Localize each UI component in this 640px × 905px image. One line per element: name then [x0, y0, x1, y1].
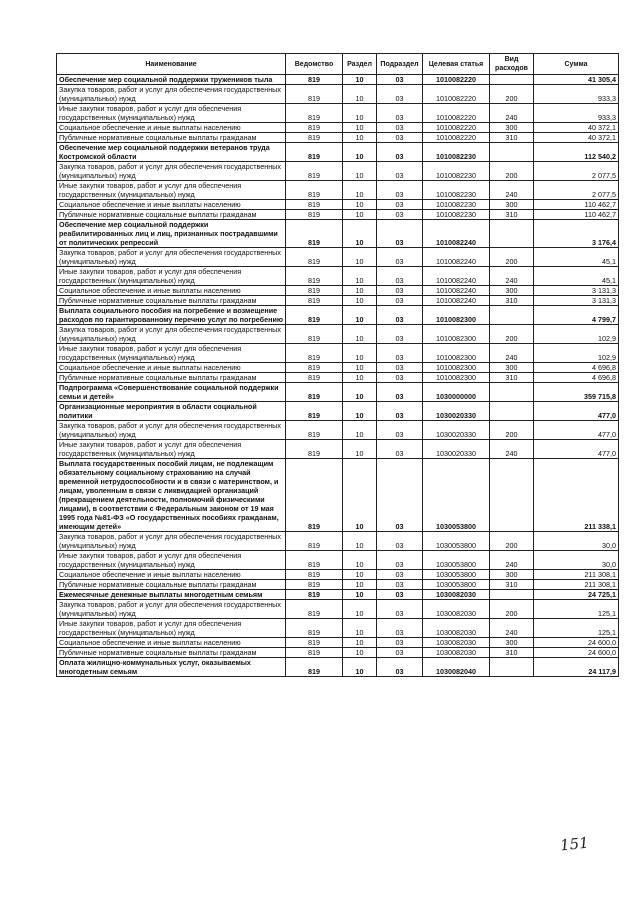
table-row [57, 286, 619, 296]
row-section: 10 [343, 373, 377, 383]
row-amount: 3 176,4 [534, 220, 619, 248]
row-section: 10 [343, 580, 377, 590]
row-target-article: 1030053800 [423, 532, 490, 551]
row-target-article: 1030082030 [423, 619, 490, 638]
page-number: 151 [559, 833, 590, 855]
row-expense-type: 240 [490, 104, 534, 123]
row-section: 10 [343, 104, 377, 123]
row-subsection: 03 [377, 306, 423, 325]
row-amount: 477,0 [534, 440, 619, 459]
row-department: 819 [286, 296, 343, 306]
row-department: 819 [286, 85, 343, 104]
row-target-article: 1010082230 [423, 181, 490, 200]
row-subsection: 03 [377, 551, 423, 570]
row-name: Закупка товаров, работ и услуг для обеспечения государственных (муниципальных) нужд [57, 600, 286, 619]
table-row [57, 600, 619, 619]
row-amount: 45,1 [534, 267, 619, 286]
table-row [57, 143, 619, 162]
row-expense-type: 200 [490, 248, 534, 267]
row-name: Закупка товаров, работ и услуг для обеспечения государственных (муниципальных) нужд [57, 248, 286, 267]
row-section: 10 [343, 532, 377, 551]
row-section: 10 [343, 363, 377, 373]
row-expense-type: 240 [490, 551, 534, 570]
row-expense-type: 310 [490, 580, 534, 590]
row-target-article: 1030082040 [423, 658, 490, 677]
table-row [57, 210, 619, 220]
row-name: Закупка товаров, работ и услуг для обеспечения государственных (муниципальных) нужд [57, 421, 286, 440]
row-expense-type: 300 [490, 200, 534, 210]
row-expense-type: 310 [490, 648, 534, 658]
row-department: 819 [286, 658, 343, 677]
table-row [57, 532, 619, 551]
row-name: Иные закупки товаров, работ и услуг для обеспечения государственных (муниципальных) нужд [57, 551, 286, 570]
row-amount: 477,0 [534, 402, 619, 421]
row-amount: 112 540,2 [534, 143, 619, 162]
row-subsection: 03 [377, 570, 423, 580]
row-department: 819 [286, 267, 343, 286]
row-department: 819 [286, 133, 343, 143]
row-name: Социальное обеспечение и иные выплаты населению [57, 638, 286, 648]
row-subsection: 03 [377, 638, 423, 648]
table-row [57, 267, 619, 286]
row-target-article: 1030082030 [423, 648, 490, 658]
row-section: 10 [343, 75, 377, 85]
row-name: Иные закупки товаров, работ и услуг для обеспечения государственных (муниципальных) нужд [57, 619, 286, 638]
row-expense-type: 200 [490, 421, 534, 440]
row-section: 10 [343, 648, 377, 658]
row-section: 10 [343, 658, 377, 677]
row-target-article: 1010082230 [423, 143, 490, 162]
col-header-department: Ведомство [286, 54, 343, 75]
row-name: Публичные нормативные социальные выплаты гражданам [57, 373, 286, 383]
table-row [57, 75, 619, 85]
row-department: 819 [286, 619, 343, 638]
budget-document [56, 53, 618, 677]
table-row [57, 638, 619, 648]
row-section: 10 [343, 344, 377, 363]
row-name: Ежемесячные денежные выплаты многодетным семьям [57, 590, 286, 600]
table-row [57, 459, 619, 532]
row-subsection: 03 [377, 75, 423, 85]
row-target-article: 1010082240 [423, 296, 490, 306]
row-target-article: 1030020330 [423, 421, 490, 440]
row-target-article: 1030053800 [423, 459, 490, 532]
table-row [57, 200, 619, 210]
row-subsection: 03 [377, 440, 423, 459]
row-name: Закупка товаров, работ и услуг для обеспечения государственных (муниципальных) нужд [57, 162, 286, 181]
row-section: 10 [343, 296, 377, 306]
row-amount: 102,9 [534, 325, 619, 344]
row-amount: 40 372,1 [534, 123, 619, 133]
row-section: 10 [343, 286, 377, 296]
row-expense-type: 300 [490, 286, 534, 296]
row-expense-type: 300 [490, 638, 534, 648]
row-subsection: 03 [377, 648, 423, 658]
row-expense-type [490, 220, 534, 248]
row-amount: 4 696,8 [534, 373, 619, 383]
table-row [57, 383, 619, 402]
row-amount: 30,0 [534, 551, 619, 570]
row-expense-type [490, 383, 534, 402]
row-target-article: 1010082300 [423, 373, 490, 383]
row-amount: 211 308,1 [534, 580, 619, 590]
row-target-article: 1010082300 [423, 325, 490, 344]
row-target-article: 1030053800 [423, 580, 490, 590]
row-department: 819 [286, 440, 343, 459]
row-amount: 24 117,9 [534, 658, 619, 677]
row-target-article: 1010082230 [423, 162, 490, 181]
budget-table [56, 53, 619, 677]
row-amount: 477,0 [534, 421, 619, 440]
row-subsection: 03 [377, 619, 423, 638]
row-section: 10 [343, 570, 377, 580]
row-target-article: 1010082300 [423, 306, 490, 325]
row-section: 10 [343, 421, 377, 440]
row-section: 10 [343, 325, 377, 344]
row-name: Обеспечение мер социальной поддержки реабилитированных лиц и лиц, признанных пострадавшими от политических репрессий [57, 220, 286, 248]
row-department: 819 [286, 421, 343, 440]
row-subsection: 03 [377, 658, 423, 677]
row-name: Иные закупки товаров, работ и услуг для обеспечения государственных (муниципальных) нужд [57, 104, 286, 123]
col-header-expense-type: Вид расходов [490, 54, 534, 75]
row-expense-type: 240 [490, 267, 534, 286]
row-department: 819 [286, 363, 343, 373]
table-body [57, 75, 619, 677]
row-amount: 4 696,8 [534, 363, 619, 373]
row-subsection: 03 [377, 181, 423, 200]
row-amount: 3 131,3 [534, 296, 619, 306]
row-subsection: 03 [377, 85, 423, 104]
row-department: 819 [286, 181, 343, 200]
row-expense-type [490, 306, 534, 325]
row-target-article: 1010082300 [423, 363, 490, 373]
row-expense-type [490, 75, 534, 85]
row-department: 819 [286, 590, 343, 600]
table-row [57, 85, 619, 104]
row-department: 819 [286, 75, 343, 85]
row-department: 819 [286, 200, 343, 210]
row-amount: 3 131,3 [534, 286, 619, 296]
row-section: 10 [343, 210, 377, 220]
row-department: 819 [286, 248, 343, 267]
row-expense-type [490, 590, 534, 600]
row-target-article: 1030082030 [423, 638, 490, 648]
row-section: 10 [343, 85, 377, 104]
row-name: Иные закупки товаров, работ и услуг для обеспечения государственных (муниципальных) нужд [57, 181, 286, 200]
row-subsection: 03 [377, 220, 423, 248]
row-subsection: 03 [377, 143, 423, 162]
row-name: Публичные нормативные социальные выплаты гражданам [57, 133, 286, 143]
table-row [57, 373, 619, 383]
row-name: Оплата жилищно-коммунальных услуг, оказываемых многодетным семьям [57, 658, 286, 677]
row-department: 819 [286, 648, 343, 658]
row-section: 10 [343, 619, 377, 638]
row-target-article: 1010082220 [423, 104, 490, 123]
row-department: 819 [286, 580, 343, 590]
row-expense-type: 310 [490, 373, 534, 383]
row-amount: 41 305,4 [534, 75, 619, 85]
row-target-article: 1030053800 [423, 551, 490, 570]
row-subsection: 03 [377, 162, 423, 181]
row-name: Выплата государственных пособий лицам, не подлежащим обязательному социальному страхованию на случай временной нетрудоспособности и в связи с материнством, и лицам, уволенным в связи с ликвидацией организаций (прекращением деятельности, полномочий физическими лицами), в соответствии с Федеральным законом от 19 мая 1995 года №81-ФЗ «О государственных пособиях гражданам, имеющим детей» [57, 459, 286, 532]
row-expense-type [490, 459, 534, 532]
row-name: Обеспечение мер социальной поддержки тружеников тыла [57, 75, 286, 85]
row-subsection: 03 [377, 133, 423, 143]
row-subsection: 03 [377, 600, 423, 619]
row-subsection: 03 [377, 580, 423, 590]
row-expense-type: 300 [490, 363, 534, 373]
table-row [57, 123, 619, 133]
row-expense-type: 200 [490, 532, 534, 551]
row-department: 819 [286, 600, 343, 619]
row-name: Социальное обеспечение и иные выплаты населению [57, 123, 286, 133]
row-expense-type: 200 [490, 325, 534, 344]
row-amount: 125,1 [534, 600, 619, 619]
header-row [57, 54, 619, 75]
row-name: Организационные мероприятия в области социальной политики [57, 402, 286, 421]
table-row [57, 296, 619, 306]
row-section: 10 [343, 551, 377, 570]
row-target-article: 1010082240 [423, 220, 490, 248]
row-expense-type: 200 [490, 600, 534, 619]
row-expense-type: 240 [490, 619, 534, 638]
row-section: 10 [343, 600, 377, 619]
col-header-name: Наименование [57, 54, 286, 75]
row-name: Публичные нормативные социальные выплаты гражданам [57, 648, 286, 658]
row-subsection: 03 [377, 248, 423, 267]
row-subsection: 03 [377, 296, 423, 306]
row-name: Закупка товаров, работ и услуг для обеспечения государственных (муниципальных) нужд [57, 85, 286, 104]
row-expense-type [490, 143, 534, 162]
row-name: Закупка товаров, работ и услуг для обеспечения государственных (муниципальных) нужд [57, 532, 286, 551]
row-target-article: 1010082240 [423, 286, 490, 296]
row-department: 819 [286, 325, 343, 344]
table-row [57, 590, 619, 600]
row-department: 819 [286, 210, 343, 220]
row-section: 10 [343, 133, 377, 143]
row-name: Публичные нормативные социальные выплаты гражданам [57, 210, 286, 220]
row-target-article: 1010082220 [423, 85, 490, 104]
table-row [57, 220, 619, 248]
row-amount: 2 077,5 [534, 181, 619, 200]
table-row [57, 104, 619, 123]
row-expense-type: 310 [490, 296, 534, 306]
row-subsection: 03 [377, 590, 423, 600]
row-name: Подпрограмма «Совершенствование социальной поддержки семьи и детей» [57, 383, 286, 402]
row-section: 10 [343, 267, 377, 286]
row-amount: 30,0 [534, 532, 619, 551]
row-department: 819 [286, 570, 343, 580]
row-department: 819 [286, 459, 343, 532]
row-target-article: 1030082030 [423, 590, 490, 600]
row-expense-type: 200 [490, 162, 534, 181]
row-expense-type [490, 658, 534, 677]
table-row [57, 325, 619, 344]
row-section: 10 [343, 248, 377, 267]
row-department: 819 [286, 220, 343, 248]
row-amount: 102,9 [534, 344, 619, 363]
row-department: 819 [286, 373, 343, 383]
row-amount: 45,1 [534, 248, 619, 267]
table-row [57, 619, 619, 638]
row-target-article: 1030053800 [423, 570, 490, 580]
table-row [57, 648, 619, 658]
table-row [57, 421, 619, 440]
table-row [57, 133, 619, 143]
row-department: 819 [286, 306, 343, 325]
row-target-article: 1010082230 [423, 210, 490, 220]
col-header-target-article: Целевая статья [423, 54, 490, 75]
row-expense-type: 310 [490, 133, 534, 143]
row-name: Закупка товаров, работ и услуг для обеспечения государственных (муниципальных) нужд [57, 325, 286, 344]
row-expense-type: 240 [490, 440, 534, 459]
row-section: 10 [343, 402, 377, 421]
table-row [57, 344, 619, 363]
row-department: 819 [286, 532, 343, 551]
row-subsection: 03 [377, 402, 423, 421]
row-section: 10 [343, 306, 377, 325]
row-subsection: 03 [377, 373, 423, 383]
row-amount: 110 462,7 [534, 210, 619, 220]
table-row [57, 248, 619, 267]
row-target-article: 1010082230 [423, 200, 490, 210]
row-target-article: 1010082240 [423, 267, 490, 286]
table-row [57, 402, 619, 421]
row-subsection: 03 [377, 286, 423, 296]
row-subsection: 03 [377, 459, 423, 532]
col-header-section: Раздел [343, 54, 377, 75]
row-name: Иные закупки товаров, работ и услуг для обеспечения государственных (муниципальных) нужд [57, 344, 286, 363]
row-expense-type: 300 [490, 570, 534, 580]
row-subsection: 03 [377, 325, 423, 344]
table-row [57, 181, 619, 200]
row-name: Иные закупки товаров, работ и услуг для обеспечения государственных (муниципальных) нужд [57, 267, 286, 286]
row-target-article: 1010082220 [423, 133, 490, 143]
row-section: 10 [343, 123, 377, 133]
row-target-article: 1030020330 [423, 440, 490, 459]
row-amount: 2 077,5 [534, 162, 619, 181]
row-subsection: 03 [377, 210, 423, 220]
row-section: 10 [343, 440, 377, 459]
table-row [57, 363, 619, 373]
row-section: 10 [343, 459, 377, 532]
row-name: Социальное обеспечение и иные выплаты населению [57, 200, 286, 210]
row-department: 819 [286, 162, 343, 181]
row-amount: 359 715,8 [534, 383, 619, 402]
row-department: 819 [286, 402, 343, 421]
row-amount: 40 372,1 [534, 133, 619, 143]
row-name: Публичные нормативные социальные выплаты гражданам [57, 296, 286, 306]
row-department: 819 [286, 344, 343, 363]
row-amount: 24 600,0 [534, 638, 619, 648]
row-department: 819 [286, 123, 343, 133]
row-amount: 125,1 [534, 619, 619, 638]
row-name: Обеспечение мер социальной поддержки ветеранов труда Костромской области [57, 143, 286, 162]
table-row [57, 570, 619, 580]
row-name: Выплата социального пособия на погребение и возмещение расходов по гарантированному перечню услуг по погребению [57, 306, 286, 325]
row-target-article: 1010082300 [423, 344, 490, 363]
row-amount: 211 308,1 [534, 570, 619, 580]
row-name: Публичные нормативные социальные выплаты гражданам [57, 580, 286, 590]
row-department: 819 [286, 104, 343, 123]
row-section: 10 [343, 220, 377, 248]
row-amount: 24 725,1 [534, 590, 619, 600]
row-subsection: 03 [377, 383, 423, 402]
row-department: 819 [286, 286, 343, 296]
table-row [57, 440, 619, 459]
table-row [57, 306, 619, 325]
row-section: 10 [343, 181, 377, 200]
row-amount: 4 799,7 [534, 306, 619, 325]
col-header-subsection: Подраздел [377, 54, 423, 75]
row-name: Социальное обеспечение и иные выплаты населению [57, 286, 286, 296]
row-name: Социальное обеспечение и иные выплаты населению [57, 363, 286, 373]
row-section: 10 [343, 200, 377, 210]
row-amount: 211 338,1 [534, 459, 619, 532]
row-expense-type [490, 402, 534, 421]
row-subsection: 03 [377, 532, 423, 551]
row-subsection: 03 [377, 200, 423, 210]
row-target-article: 1010082220 [423, 75, 490, 85]
row-subsection: 03 [377, 421, 423, 440]
row-amount: 110 462,7 [534, 200, 619, 210]
row-name: Иные закупки товаров, работ и услуг для обеспечения государственных (муниципальных) нужд [57, 440, 286, 459]
row-amount: 24 600,0 [534, 648, 619, 658]
row-expense-type: 240 [490, 181, 534, 200]
row-target-article: 1010082240 [423, 248, 490, 267]
row-department: 819 [286, 383, 343, 402]
row-amount: 933,3 [534, 104, 619, 123]
row-subsection: 03 [377, 344, 423, 363]
row-expense-type: 310 [490, 210, 534, 220]
row-section: 10 [343, 383, 377, 402]
row-name: Социальное обеспечение и иные выплаты населению [57, 570, 286, 580]
table-row [57, 551, 619, 570]
table-row [57, 162, 619, 181]
row-department: 819 [286, 638, 343, 648]
row-department: 819 [286, 551, 343, 570]
row-target-article: 1010082220 [423, 123, 490, 133]
row-expense-type: 200 [490, 85, 534, 104]
row-subsection: 03 [377, 363, 423, 373]
row-section: 10 [343, 638, 377, 648]
row-expense-type: 240 [490, 344, 534, 363]
row-section: 10 [343, 143, 377, 162]
row-target-article: 1030020330 [423, 402, 490, 421]
row-target-article: 1030082030 [423, 600, 490, 619]
col-header-amount: Сумма [534, 54, 619, 75]
row-target-article: 1030000000 [423, 383, 490, 402]
table-row [57, 580, 619, 590]
row-expense-type: 300 [490, 123, 534, 133]
row-subsection: 03 [377, 267, 423, 286]
row-department: 819 [286, 143, 343, 162]
row-amount: 933,3 [534, 85, 619, 104]
row-section: 10 [343, 590, 377, 600]
row-subsection: 03 [377, 123, 423, 133]
row-subsection: 03 [377, 104, 423, 123]
row-section: 10 [343, 162, 377, 181]
table-row [57, 658, 619, 677]
